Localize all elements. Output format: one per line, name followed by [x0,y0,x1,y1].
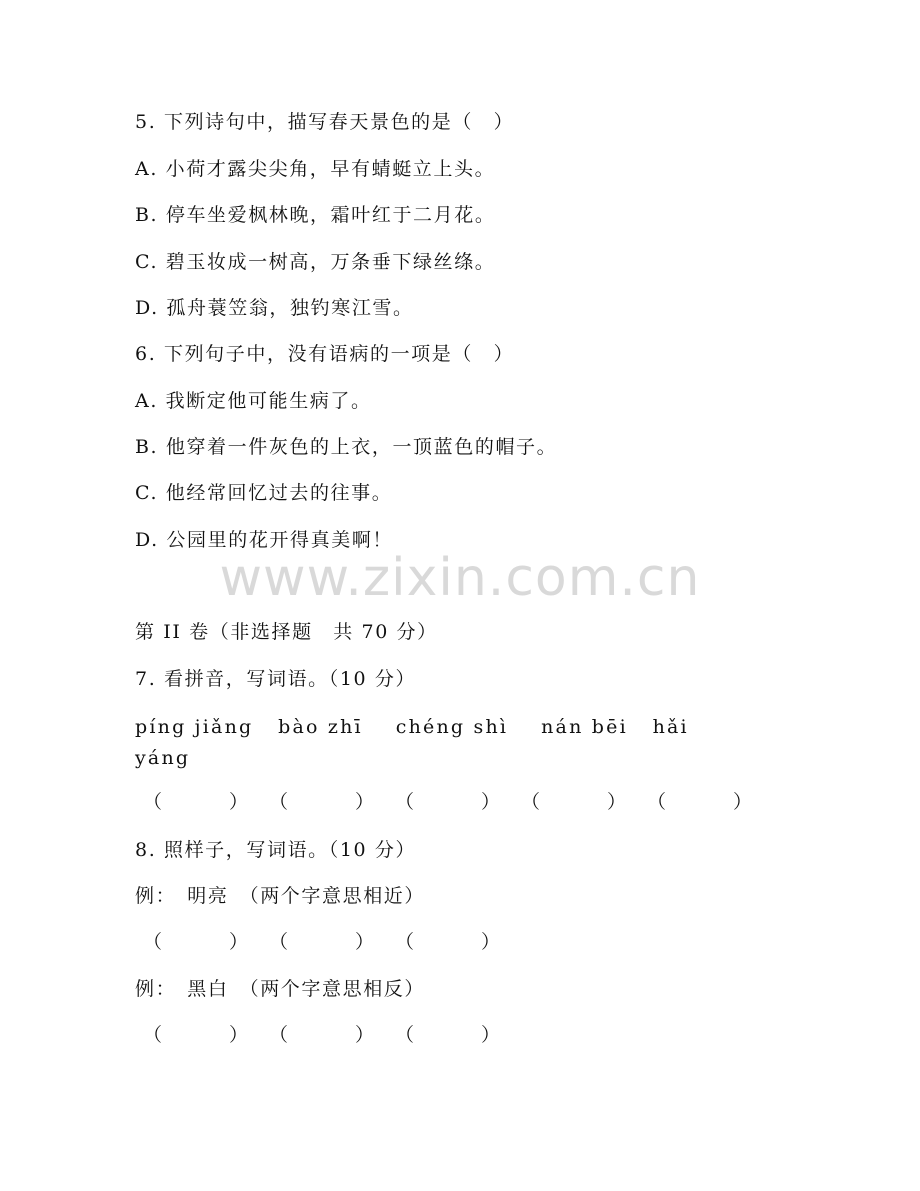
answer-blank[interactable] [135,790,249,814]
question-8-answer-row-2 [135,1023,835,1047]
answer-blank[interactable] [261,1023,375,1047]
question-7-answer-row [135,790,835,814]
question-6-stem: 6. 下列句子中，没有语病的一项是（ ） [135,343,515,365]
question-8-example-1: 例： 明亮 （两个字意思相近） [135,885,426,907]
open-paren: （ [395,1024,415,1046]
answer-blank[interactable] [639,790,753,814]
close-paren: ） [229,931,249,953]
question-6-option-a: A. 我断定他可能生病了。 [135,390,372,412]
answer-blank[interactable] [135,930,249,954]
open-paren: （ [143,791,163,813]
close-paren: ） [355,1024,375,1046]
open-paren: （ [269,931,289,953]
question-8-answer-row-1 [135,930,835,954]
question-8-stem: 8. 照样子，写词语。（10 分） [135,839,417,861]
open-paren: （ [269,791,289,813]
answer-blank[interactable] [387,790,501,814]
close-paren: ） [481,931,501,953]
question-6-option-b: B. 他穿着一件灰色的上衣，一顶蓝色的帽子。 [135,436,558,458]
open-paren: （ [395,931,415,953]
close-paren: ） [355,791,375,813]
close-paren: ） [733,791,753,813]
close-paren: ） [481,1024,501,1046]
open-paren: （ [647,791,667,813]
answer-blank[interactable] [261,930,375,954]
question-7-stem: 7. 看拼音，写词语。（10 分） [135,668,417,690]
question-5-option-d: D. 孤舟蓑笠翁，独钓寒江雪。 [135,297,414,319]
close-paren: ） [355,931,375,953]
question-5-stem: 5. 下列诗句中，描写春天景色的是（ ） [135,111,515,133]
open-paren: （ [395,791,415,813]
close-paren: ） [229,791,249,813]
close-paren: ） [229,1024,249,1046]
answer-blank[interactable] [387,1023,501,1047]
open-paren: （ [521,791,541,813]
question-6-option-d: D. 公园里的花开得真美啊！ [135,529,394,551]
question-5-option-c: C. 碧玉妆成一树高，万条垂下绿丝绦。 [135,251,496,273]
open-paren: （ [143,1024,163,1046]
open-paren: （ [143,931,163,953]
answer-blank[interactable] [261,790,375,814]
close-paren: ） [607,791,627,813]
answer-blank[interactable] [513,790,627,814]
section-2-title: 第 II 卷（非选择题 共 70 分） [135,621,438,643]
question-8-example-2: 例： 黑白 （两个字意思相反） [135,978,426,1000]
pinyin-line-2: yáng [135,747,191,769]
open-paren: （ [269,1024,289,1046]
pinyin-line-1: píng jiǎng bào zhī chéng shì nán bēi hǎi [135,716,689,738]
answer-blank[interactable] [135,1023,249,1047]
question-5-option-a: A. 小荷才露尖尖角，早有蜻蜓立上头。 [135,158,496,180]
close-paren: ） [481,791,501,813]
question-5-option-b: B. 停车坐爱枫林晚，霜叶红于二月花。 [135,204,496,226]
answer-blank[interactable] [387,930,501,954]
watermark: www.zixin.com.cn [219,548,701,608]
question-6-option-c: C. 他经常回忆过去的往事。 [135,482,393,504]
